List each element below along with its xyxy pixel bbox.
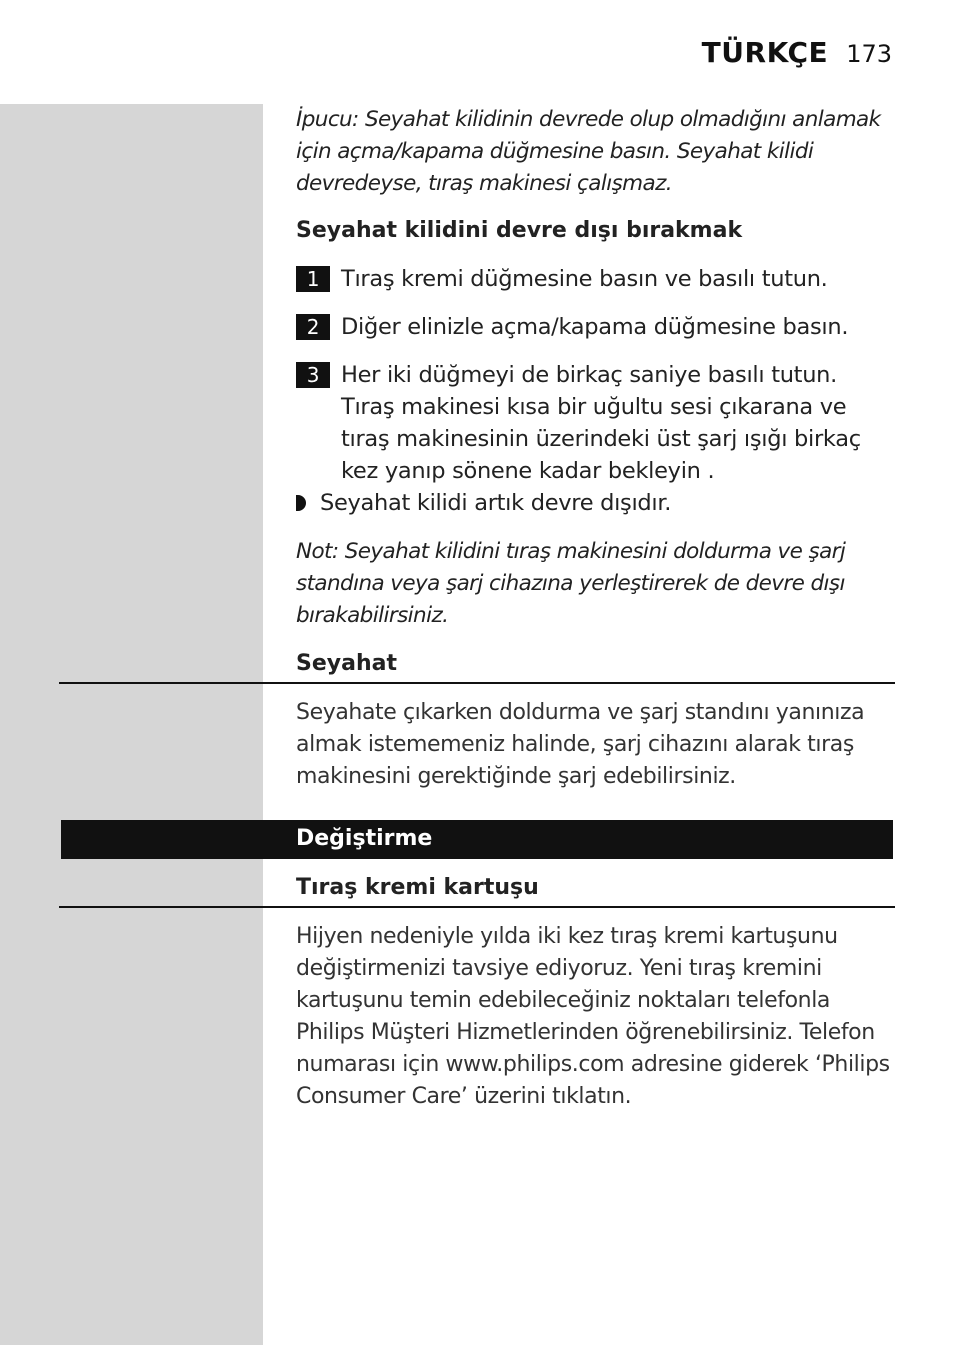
section-divider (59, 682, 895, 684)
cartridge-heading: Tıraş kremi kartuşu (296, 875, 539, 900)
step-number-badge: 2 (296, 314, 330, 340)
result-line (296, 487, 896, 519)
language-label: TÜRKÇE (701, 36, 829, 69)
travel-heading: Seyahat (296, 651, 397, 676)
section-divider (59, 906, 895, 908)
note-text: Not: Seyahat kilidini tıraş makinesini doldurma ve şarj standına veya şarj cihazına yerleştirerek de devre dışı bırakabilirsiniz. (296, 539, 846, 628)
left-margin-band (0, 104, 263, 1345)
replacement-section-bar (61, 820, 893, 859)
step-text: Diğer elinizle açma/kapama düğmesine basın. (341, 314, 849, 340)
result-text: Seyahat kilidi artık devre dışıdır. (320, 490, 672, 516)
step-text: Tıraş kremi düğmesine basın ve basılı tutun. (341, 266, 828, 292)
step-number-badge: 3 (296, 362, 330, 388)
deactivate-heading: Seyahat kilidini devre dışı bırakmak (296, 218, 743, 243)
step-number-badge: 1 (296, 266, 330, 292)
page-number: 173 (846, 40, 892, 68)
tip-text: İpucu: Seyahat kilidinin devrede olup olmadığını anlamak için açma/kapama düğmesine basın. Seyahat kilidi devredeyse, tıraş makinesi çalışmaz. (296, 107, 881, 196)
step-item (296, 311, 896, 343)
result-arrow-icon (296, 495, 306, 511)
step-item (296, 359, 896, 487)
travel-body: Seyahate çıkarken doldurma ve şarj standını yanınıza almak istememeniz halinde, şarj cihazını alarak tıraş makinesini gerektiğinde şarj edebilirsiniz. (296, 700, 865, 789)
step-text: Her iki düğmeyi de birkaç saniye basılı tutun. Tıraş makinesi kısa bir uğultu sesi çıkarana ve tıraş makinesinin üzerindeki üst şarj ışığı birkaç kez yanıp sönene kadar bekleyin . (341, 362, 861, 484)
replacement-heading: Değiştirme (296, 826, 433, 851)
cartridge-body: Hijyen nedeniyle yılda iki kez tıraş kremi kartuşunu değiştirmenizi tavsiye ediyoruz. Yeni tıraş kremini kartuşunu temin edebileceğiniz noktaları telefonla Philips Müşteri Hizmetlerinden öğrenebilirsiniz. Telefon numarası için www.philips.com adresine giderek ‘Philips Consumer Care’ üzerini tıklatın. (296, 924, 890, 1109)
page-header (702, 36, 892, 69)
step-item (296, 263, 896, 295)
